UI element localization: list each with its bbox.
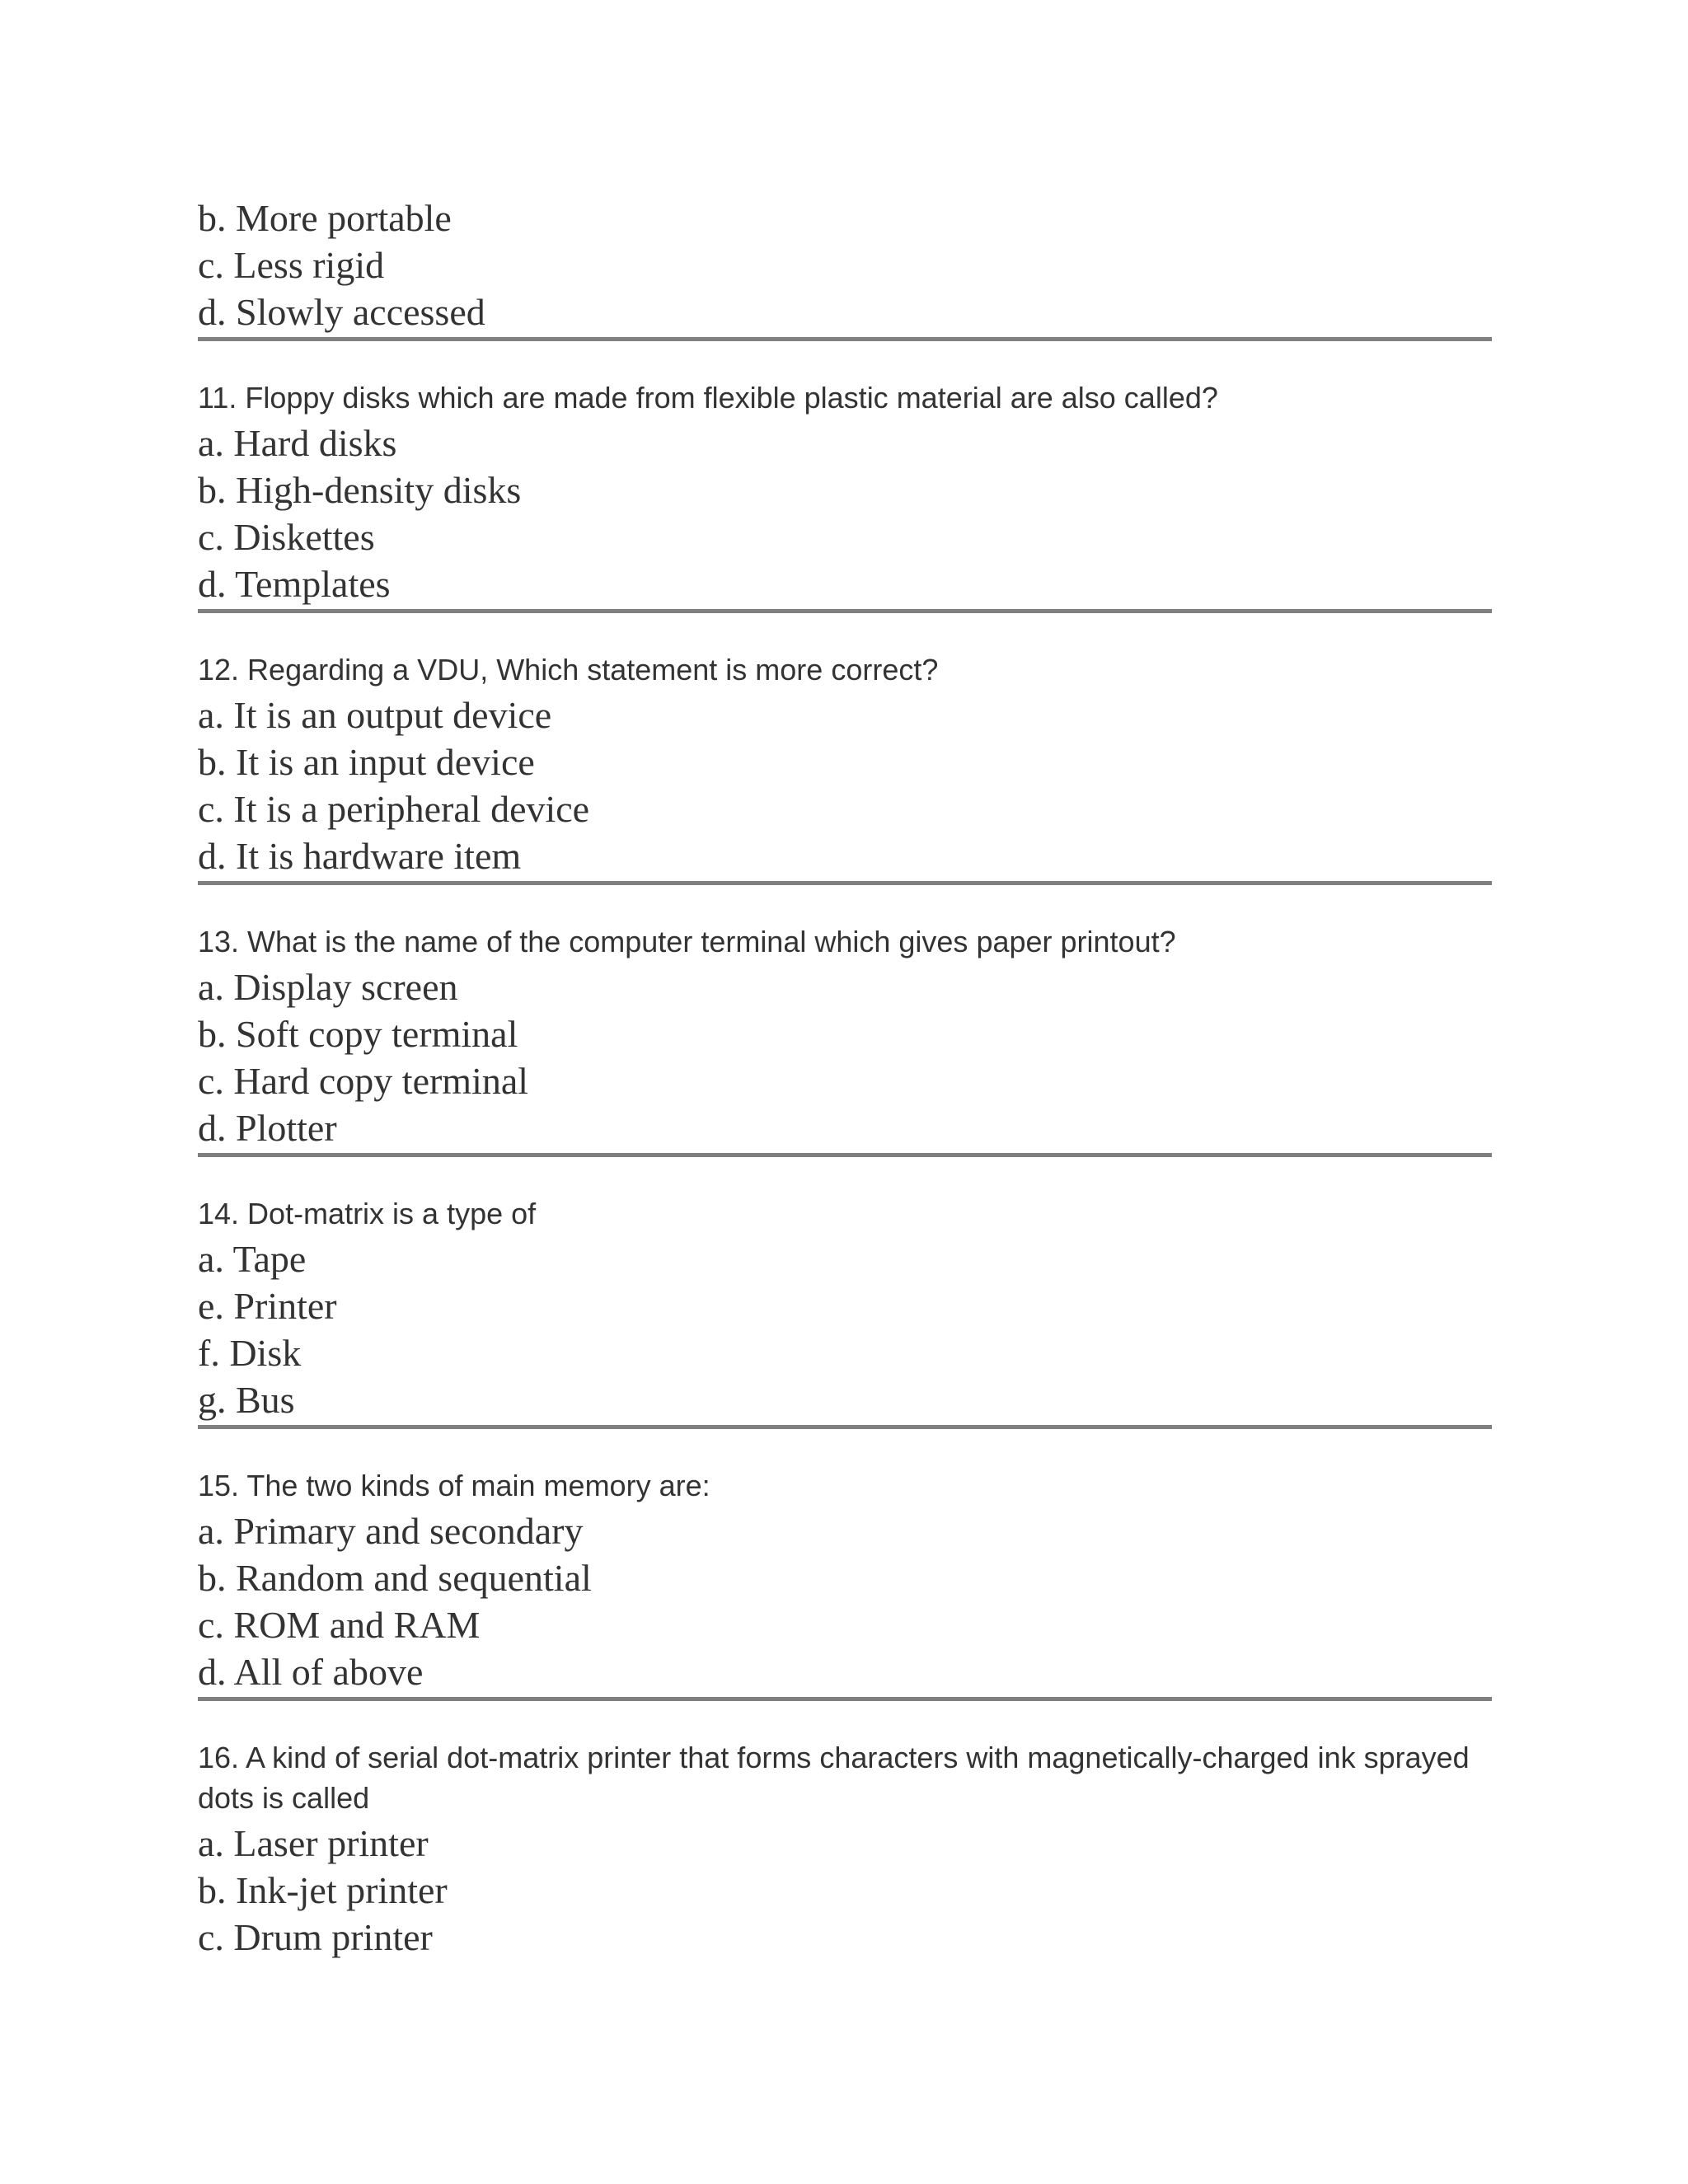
answer-option: d. Plotter: [198, 1107, 337, 1149]
question-block-11: [198, 374, 1492, 613]
answer-option: b. Random and sequential: [198, 1557, 592, 1599]
divider: [198, 337, 1492, 341]
question-text: 15. The two kinds of main memory are:: [198, 1469, 710, 1502]
question-text: 13. What is the name of the computer terminal which gives paper printout?: [198, 925, 1176, 958]
answer-option: d. All of above: [198, 1651, 424, 1693]
question-block-15: [198, 1462, 1492, 1701]
answer-option: c. It is a peripheral device: [198, 788, 590, 830]
question-block-14: [198, 1190, 1492, 1429]
divider: [198, 1153, 1492, 1157]
divider: [198, 1425, 1492, 1429]
question-block-13: [198, 918, 1492, 1157]
answer-option: c. Drum printer: [198, 1916, 433, 1958]
divider: [198, 881, 1492, 885]
question-text: 11. Floppy disks which are made from flexible plastic material are also called?: [198, 381, 1218, 415]
quiz-content: [198, 194, 1492, 1961]
answer-option: b. High-density disks: [198, 469, 522, 511]
answer-option: c. Diskettes: [198, 516, 375, 558]
answer-option: d. It is hardware item: [198, 835, 522, 877]
answer-option: c. Hard copy terminal: [198, 1060, 529, 1102]
answer-option: a. Display screen: [198, 966, 458, 1008]
answer-option: a. It is an output device: [198, 694, 552, 736]
answer-option: b. Ink-jet printer: [198, 1869, 448, 1911]
answer-option: c. ROM and RAM: [198, 1604, 481, 1646]
question-block-12: [198, 646, 1492, 885]
answer-option: d. Templates: [198, 563, 391, 605]
answer-option: c. Less rigid: [198, 244, 385, 286]
question-text: 14. Dot-matrix is a type of: [198, 1197, 537, 1230]
answer-option: a. Primary and secondary: [198, 1510, 584, 1552]
divider: [198, 1697, 1492, 1701]
question-block-16: [198, 1734, 1492, 1961]
answer-option: a. Tape: [198, 1238, 307, 1280]
answer-option: a. Laser printer: [198, 1822, 429, 1864]
divider: [198, 609, 1492, 613]
answer-option: d. Slowly accessed: [198, 291, 485, 333]
answer-option: b. Soft copy terminal: [198, 1013, 518, 1055]
answer-option: g. Bus: [198, 1379, 295, 1421]
answer-option: b. More portable: [198, 197, 452, 239]
question-text: 12. Regarding a VDU, Which statement is more correct?: [198, 653, 939, 687]
answer-option: e. Printer: [198, 1285, 337, 1327]
answer-option: b. It is an input device: [198, 741, 535, 783]
answer-option: a. Hard disks: [198, 422, 397, 464]
question-block-10-continued: [198, 194, 1492, 341]
answer-option: f. Disk: [198, 1332, 302, 1374]
question-text: 16. A kind of serial dot-matrix printer that forms characters with magnetically-charged ink sprayed dots is called: [198, 1741, 1470, 1815]
